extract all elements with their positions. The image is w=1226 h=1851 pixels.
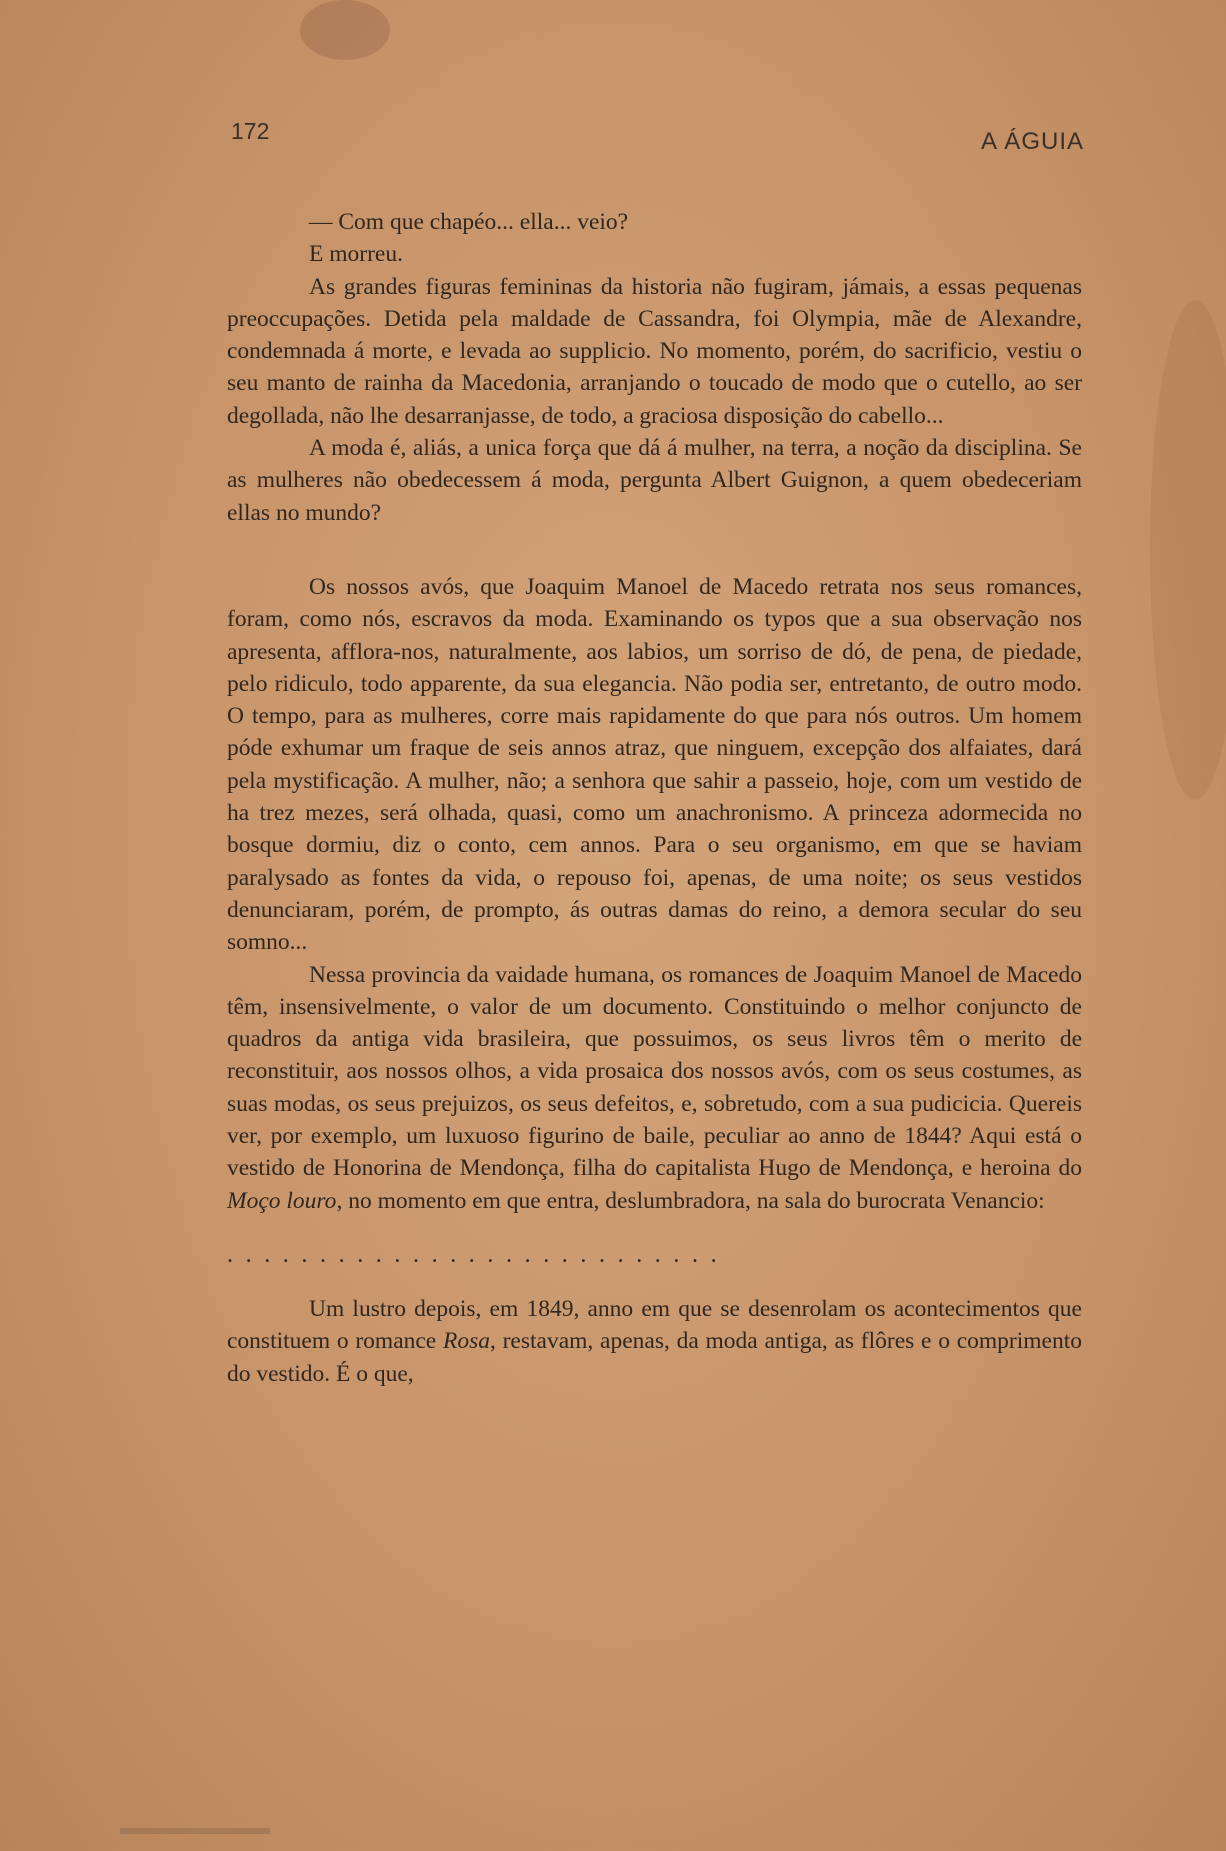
paragraph <box>227 959 1082 1217</box>
paragraph: A moda é, aliás, a unica força que dá á mulher, na terra, a noção da disciplina. Se as mulheres não obedecessem á moda, pergunta Albert Guignon, a quem obedeceriam ellas no mundo? <box>227 435 1082 526</box>
paragraph: — Com que chapéo... ella... veio? <box>309 209 629 235</box>
book-title: Moço louro <box>227 1187 337 1214</box>
section-gap <box>227 529 1082 571</box>
paragraph-text: , restavam, apenas, da moda antiga, as flôres e o comprimento do vestido. É o que, <box>227 1328 1082 1387</box>
paragraph-text: Um lustro depois, em 1849, anno em que se desenrolam os acontecimentos que constituem o romance <box>227 1295 1082 1355</box>
book-title: Rosa <box>443 1328 490 1355</box>
body-text <box>227 206 1082 1390</box>
edge-mark <box>120 1828 270 1834</box>
paper-stain <box>1150 300 1226 800</box>
running-head: A ÁGUIA <box>980 128 1084 155</box>
paragraph-text: , no momento em que entra, deslumbradora, na sala do burocrata Venancio: <box>336 1187 1045 1214</box>
paragraph <box>227 1293 1082 1390</box>
paragraph: As grandes figuras femininas da historia não fugiram, jámais, a essas pequenas preoccupações. Detida pela maldade de Cassandra, foi Olympia, mãe de Alexandre, condemnada á morte, e levada ao supplicio. No momento, porém, do sacrificio, vestiu o seu manto de rainha da Macedonia, arranjando o toucado de modo que o cutello, ao ser degollada, não lhe desarranjasse, de todo, a graciosa disposição do cabello... <box>227 273 1082 429</box>
page-number: 172 <box>231 118 270 144</box>
paragraph-text: Nessa provincia da vaidade humana, os romances de Joaquim Manoel de Macedo têm, insensivelmente, o valor de um documento. Constituindo o melhor conjuncto de quadros da antiga vida brasileira, que possuimos, os seus livros têm o merito de reconstituir, aos nossos olhos, a vida prosaica dos nossos avós, com os seus costumes, as suas modas, os seus prejuizos, os seus defeitos, e, sobretudo, com a sua pudicicia. Quereis ver, por exemplo, um luxuoso figurino de baile, peculiar ao anno de 1844? Aqui está o vestido de Honorina de Mendonça, filha do capitalista Hugo de Mendonça, e heroina do <box>227 961 1082 1182</box>
paper-stain <box>300 0 390 60</box>
ellipsis-separator: ........................... <box>227 1241 730 1268</box>
paragraph: E morreu. <box>309 241 403 268</box>
paragraph: Os nossos avós, que Joaquim Manoel de Macedo retrata nos seus romances, foram, como nós, escravos da moda. Examinando os typos que a sua observação nos apresenta, afflora-nos, naturalmente, aos labios, um sorriso de dó, de pena, de piedade, pelo ridiculo, todo apparente, da sua elegancia. Não podia ser, entretanto, de outro modo. O tempo, para as mulheres, corre mais rapidamente do que para nós outros. Um homem póde exhumar um fraque de seis annos atraz, que ninguem, excepção dos alfaiates, dará pela mystificação. A mulher, não; a senhora que sahir a passeio, hoje, com um vestido de ha trez mezes, será olhada, quasi, como um anachronismo. A princeza adormecida no bosque dormiu, diz o conto, cem annos. Para o seu organismo, em que se haviam paralysado as fontes da vida, o repouso foi, apenas, de uma noite; os seus vestidos denunciaram, porém, de prompto, ás outras damas do reino, a demora secular do seu somno... <box>227 573 1082 956</box>
